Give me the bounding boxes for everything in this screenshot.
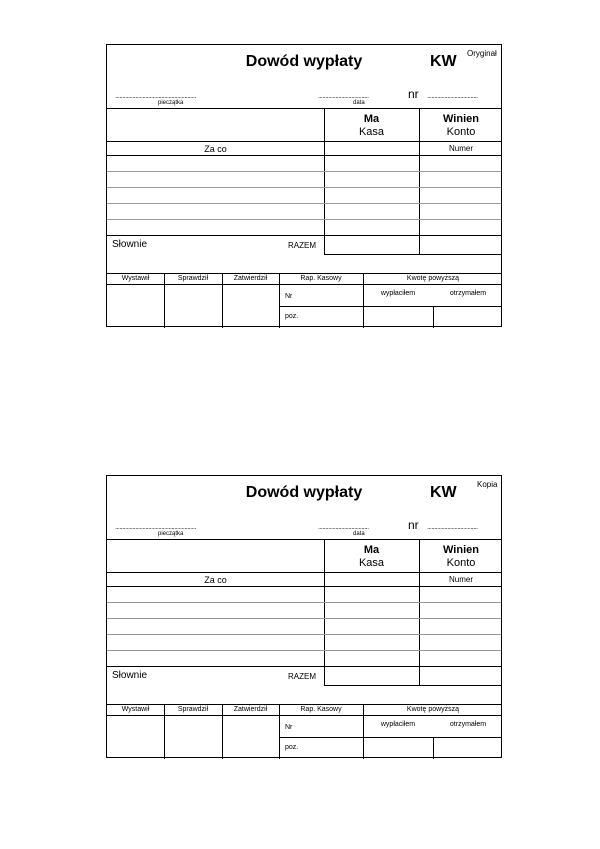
poz-label: poz. — [285, 744, 299, 751]
wyplacilem-label: wypłaciłem — [380, 721, 416, 728]
divider — [107, 141, 501, 142]
divider — [107, 704, 501, 705]
nr-label: nr — [408, 518, 419, 532]
divider — [324, 254, 501, 255]
date-field[interactable]: ................................... — [318, 93, 369, 100]
slownie-label: Słownie — [112, 239, 148, 250]
za-co-label: Za co — [204, 144, 227, 154]
divider — [279, 306, 501, 307]
otrzymalem-label: otrzymałem — [449, 290, 487, 297]
stamp-field[interactable]: ........................................................ — [115, 524, 196, 531]
ma-label: Ma — [363, 113, 380, 125]
rap-kasowy-label: Rap. Kasowy — [300, 706, 342, 713]
entry-row-line — [107, 650, 501, 651]
nr-field-label: Nr — [285, 293, 293, 300]
copy-label: Kopia — [477, 480, 498, 489]
ma-label: Ma — [363, 544, 380, 556]
divider — [107, 666, 501, 667]
entry-row-line — [107, 187, 501, 188]
razem-label: RAZEM — [288, 672, 316, 681]
kwote-label: Kwotę powyższą — [406, 275, 460, 282]
razem-label: RAZEM — [288, 241, 316, 250]
slownie-label: Słownie — [112, 670, 148, 681]
form-title: Dowód wypłaty — [245, 53, 363, 70]
stamp-label: pieczątka — [158, 100, 184, 106]
divider — [107, 284, 501, 285]
wystawil-label: Wystawił — [121, 706, 150, 713]
divider — [107, 715, 501, 716]
divider — [279, 737, 501, 738]
copy-label: Oryginał — [467, 49, 497, 58]
divider — [107, 235, 501, 236]
date-field[interactable]: ................................... — [318, 524, 369, 531]
divider — [107, 539, 501, 540]
zatwierdzil-label: Zatwierdził — [233, 275, 268, 282]
kwote-label: Kwotę powyższą — [406, 706, 460, 713]
stamp-field[interactable]: ........................................................ — [115, 93, 196, 100]
divider — [107, 273, 501, 274]
entry-row-line — [107, 618, 501, 619]
date-label: data — [353, 531, 365, 537]
za-co-label: Za co — [204, 575, 227, 585]
divider — [107, 108, 501, 109]
nr-field[interactable]: ................................... — [427, 93, 478, 100]
nr-field[interactable]: ................................... — [427, 524, 478, 531]
konto-label: Konto — [446, 557, 476, 569]
divider — [107, 572, 501, 573]
date-label: data — [353, 100, 365, 106]
winien-label: Winien — [443, 113, 479, 125]
poz-label: poz. — [285, 313, 299, 320]
zatwierdzil-label: Zatwierdził — [233, 706, 268, 713]
sprawdzil-label: Sprawdził — [177, 706, 209, 713]
form-title: Dowód wypłaty — [245, 484, 363, 501]
entry-row-line — [107, 203, 501, 204]
nr-field-label: Nr — [285, 724, 293, 731]
divider — [324, 685, 501, 686]
wyplacilem-label: wypłaciłem — [380, 290, 416, 297]
kasa-label: Kasa — [358, 126, 385, 138]
sprawdzil-label: Sprawdził — [177, 275, 209, 282]
divider — [107, 586, 501, 587]
entry-row-line — [107, 171, 501, 172]
winien-label: Winien — [443, 544, 479, 556]
rap-kasowy-label: Rap. Kasowy — [300, 275, 342, 282]
numer-label: Numer — [448, 575, 473, 584]
otrzymalem-label: otrzymałem — [449, 721, 487, 728]
payout-form-original — [106, 44, 502, 327]
divider — [107, 155, 501, 156]
wystawil-label: Wystawił — [121, 275, 150, 282]
entry-row-line — [107, 219, 501, 220]
kw-label: KW — [430, 484, 457, 501]
numer-label: Numer — [448, 144, 473, 153]
divider — [433, 306, 434, 328]
kasa-label: Kasa — [358, 557, 385, 569]
entry-row-line — [107, 602, 501, 603]
stamp-label: pieczątka — [158, 531, 184, 537]
divider — [433, 737, 434, 759]
payout-form-copy — [106, 475, 502, 758]
nr-label: nr — [408, 87, 419, 101]
konto-label: Konto — [446, 126, 476, 138]
entry-row-line — [107, 634, 501, 635]
kw-label: KW — [430, 53, 457, 70]
